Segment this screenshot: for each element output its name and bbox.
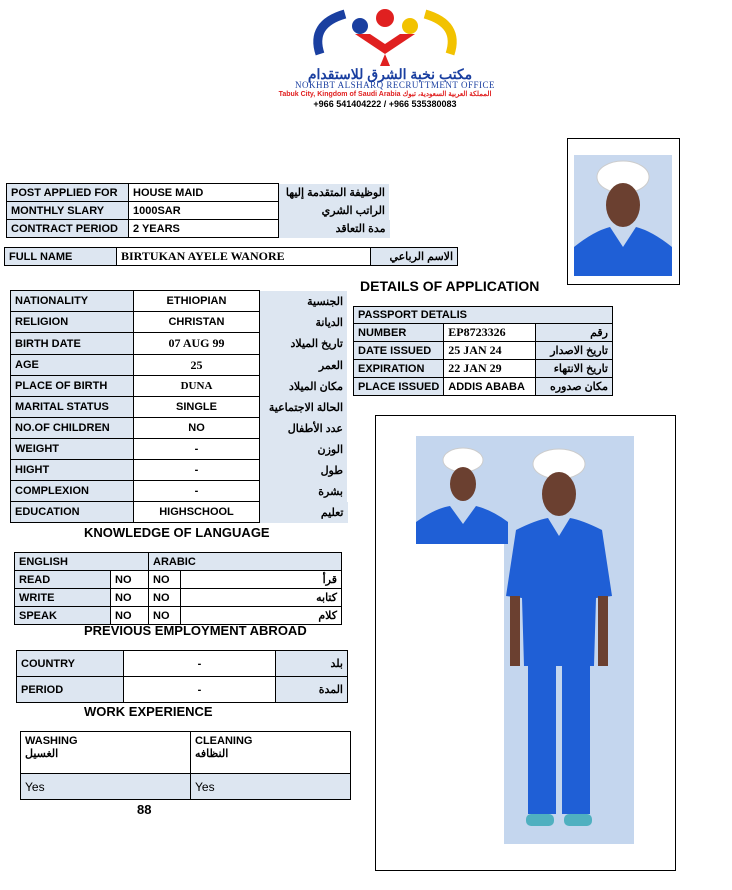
date-issued-ar: تاريخ الاصدار <box>536 342 613 360</box>
birth-date-label: BIRTH DATE <box>11 333 134 355</box>
table-row <box>21 774 351 800</box>
washing-value: Yes <box>21 774 191 800</box>
place-of-birth-ar: مكان الميلاد <box>260 376 348 397</box>
table-row <box>11 333 348 355</box>
period-value: - <box>124 677 276 703</box>
passport-table <box>353 306 613 396</box>
full-name-label: FULL NAME <box>5 248 117 266</box>
height-ar: طول <box>260 460 348 481</box>
post-applied-ar: الوظيفة المتقدمة إليها <box>279 184 390 202</box>
complexion-ar: بشرة <box>260 481 348 502</box>
table-row <box>354 342 613 360</box>
period-ar: المدة <box>276 677 348 703</box>
table-row <box>354 378 613 396</box>
speak-ar-val: NO <box>149 607 181 625</box>
table-row <box>11 460 348 481</box>
read-ar-val: NO <box>149 571 181 589</box>
work-title: WORK EXPERIENCE <box>84 704 213 719</box>
portrait-photo-frame <box>567 138 680 285</box>
children-ar: عدد الأطفال <box>260 418 348 439</box>
contract-period-label: CONTRACT PERIOD <box>7 220 129 238</box>
table-row <box>15 553 342 571</box>
country-value: - <box>124 651 276 677</box>
passport-number-value: EP8723326 <box>444 324 536 342</box>
table-row <box>11 376 348 397</box>
header-english-name: NOKHBT ALSHARQ RECRUTTMENT OFFICE <box>295 80 495 90</box>
table-row <box>21 732 351 774</box>
height-value: - <box>134 460 260 481</box>
expiration-label: EXPIRATION <box>354 360 444 378</box>
monthly-salary-label: MONTHLY SLARY <box>7 202 129 220</box>
job-table <box>6 183 390 238</box>
monthly-salary-value: 1000SAR <box>129 202 279 220</box>
full-body-photo <box>416 436 634 844</box>
table-row <box>15 589 342 607</box>
place-issued-label: PLACE ISSUED <box>354 378 444 396</box>
post-applied-value: HOUSE MAID <box>129 184 279 202</box>
cleaning-ar: النظافه <box>195 748 229 760</box>
details-title: DETAILS OF APPLICATION <box>360 278 540 294</box>
full-name-ar: الاسم الرباعي <box>371 248 458 266</box>
header-arabic-name: مكتب نخبة الشرق للاستقدام <box>307 66 473 82</box>
nationality-label: NATIONALITY <box>11 291 134 312</box>
education-value: HIGHSCHOOL <box>134 502 260 523</box>
place-of-birth-label: PLACE OF BIRTH <box>11 376 134 397</box>
nationality-ar: الجنسية <box>260 291 348 312</box>
table-row <box>11 397 348 418</box>
children-value: NO <box>134 418 260 439</box>
marital-status-value: SINGLE <box>134 397 260 418</box>
col-arabic: ARABIC <box>149 553 342 571</box>
washing-cell <box>21 732 191 774</box>
speak-label: SPEAK <box>15 607 111 625</box>
logo <box>300 4 470 68</box>
washing-label: WASHING <box>25 735 78 747</box>
post-applied-label: POST APPLIED FOR <box>7 184 129 202</box>
table-row <box>15 571 342 589</box>
contract-period-ar: مدة التعاقد <box>279 220 390 238</box>
religion-ar: الديانة <box>260 312 348 333</box>
place-of-birth-value: DUNA <box>134 376 260 397</box>
place-issued-value: ADDIS ABABA <box>444 378 536 396</box>
full-body-photo-frame <box>375 415 676 871</box>
header-phones: +966 541404222 / +966 535380083 <box>313 99 457 109</box>
date-issued-value: 25 JAN 24 <box>444 342 536 360</box>
birth-date-value: 07 AUG 99 <box>134 333 260 355</box>
table-row <box>11 355 348 376</box>
write-en: NO <box>111 589 149 607</box>
read-label: READ <box>15 571 111 589</box>
marital-status-label: MARITAL STATUS <box>11 397 134 418</box>
date-issued-label: DATE ISSUED <box>354 342 444 360</box>
employment-title: PREVIOUS EMPLOYMENT ABROAD <box>84 623 307 638</box>
employment-table <box>16 650 348 703</box>
table-row <box>354 324 613 342</box>
table-row <box>7 184 390 202</box>
read-ar: قرأ <box>181 571 342 589</box>
country-label: COUNTRY <box>17 651 124 677</box>
table-row <box>11 502 348 523</box>
complexion-label: COMPLEXION <box>11 481 134 502</box>
table-row <box>11 291 348 312</box>
place-issued-ar: مكان صدوره <box>536 378 613 396</box>
birth-date-ar: تاريخ الميلاد <box>260 333 348 355</box>
complexion-value: - <box>134 481 260 502</box>
cleaning-label: CLEANING <box>195 735 253 747</box>
marital-status-ar: الحالة الاجتماعية <box>260 397 348 418</box>
cleaning-cell <box>191 732 351 774</box>
contract-period-value: 2 YEARS <box>129 220 279 238</box>
personal-table <box>10 290 348 523</box>
full-name-table <box>4 247 458 266</box>
header-location: Tabuk City, Kingdom of Saudi Arabia المملكة العربية السعودية، تبوك <box>278 91 492 98</box>
age-ar: العمر <box>260 355 348 376</box>
washing-ar: الغسيل <box>25 748 59 760</box>
write-label: WRITE <box>15 589 111 607</box>
write-ar-val: NO <box>149 589 181 607</box>
portrait-photo <box>574 155 672 276</box>
table-row <box>7 202 390 220</box>
country-ar: بلد <box>276 651 348 677</box>
passport-number-ar: رقم <box>536 324 613 342</box>
table-row <box>17 651 348 677</box>
page-number: 88 <box>137 802 152 817</box>
write-ar: كتابه <box>181 589 342 607</box>
table-row <box>11 418 348 439</box>
table-row <box>11 312 348 333</box>
cleaning-value: Yes <box>191 774 351 800</box>
expiration-value: 22 JAN 29 <box>444 360 536 378</box>
height-label: HIGHT <box>11 460 134 481</box>
expiration-ar: تاريخ الانتهاء <box>536 360 613 378</box>
read-en: NO <box>111 571 149 589</box>
age-value: 25 <box>134 355 260 376</box>
monthly-salary-ar: الراتب الشري <box>279 202 390 220</box>
table-row <box>5 248 458 266</box>
period-label: PERIOD <box>17 677 124 703</box>
table-row <box>354 360 613 378</box>
religion-value: CHRISTAN <box>134 312 260 333</box>
weight-label: WEIGHT <box>11 439 134 460</box>
education-label: EDUCATION <box>11 502 134 523</box>
language-table <box>14 552 342 625</box>
table-row <box>15 607 342 625</box>
passport-title: PASSPORT DETALIS <box>354 307 613 324</box>
speak-ar: كلام <box>181 607 342 625</box>
speak-en: NO <box>111 607 149 625</box>
education-ar: تعليم <box>260 502 348 523</box>
passport-number-label: NUMBER <box>354 324 444 342</box>
weight-value: - <box>134 439 260 460</box>
table-row <box>17 677 348 703</box>
religion-label: RELIGION <box>11 312 134 333</box>
nationality-value: ETHIOPIAN <box>134 291 260 312</box>
work-table <box>20 731 351 800</box>
col-english: ENGLISH <box>15 553 149 571</box>
table-row <box>11 481 348 502</box>
weight-ar: الوزن <box>260 439 348 460</box>
full-name-value: BIRTUKAN AYELE WANORE <box>117 248 371 266</box>
age-label: AGE <box>11 355 134 376</box>
table-row <box>354 307 613 324</box>
table-row <box>11 439 348 460</box>
language-title: KNOWLEDGE OF LANGUAGE <box>84 525 270 540</box>
table-row <box>7 220 390 238</box>
children-label: NO.OF CHILDREN <box>11 418 134 439</box>
